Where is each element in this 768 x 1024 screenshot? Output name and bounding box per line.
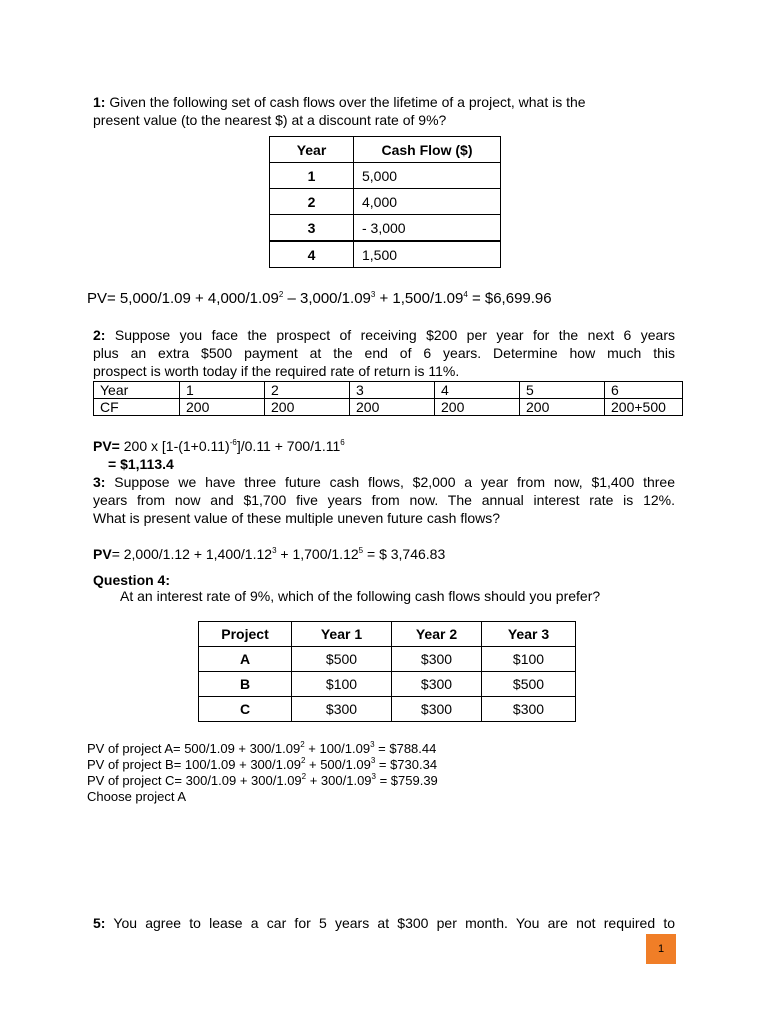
table-cell: $500 bbox=[482, 672, 576, 697]
q2-result bbox=[108, 455, 174, 473]
answer-part: = $788.44 bbox=[374, 741, 437, 756]
table-cell: 200 bbox=[350, 399, 435, 416]
q5-text-1: You agree to lease a car for 5 years at $300 per month. You are not required to bbox=[113, 915, 675, 931]
table-header-cell: Cash Flow ($) bbox=[354, 137, 501, 163]
q1-line-2 bbox=[93, 111, 446, 129]
q1-answer-part: – 3,000/1.09 bbox=[283, 290, 371, 307]
table-cell: 4 bbox=[435, 382, 520, 399]
q2-text-1: Suppose you face the prospect of receiving $200 per year for the next 6 years bbox=[114, 327, 676, 343]
q1-answer-part: = $6,699.96 bbox=[467, 290, 552, 307]
q1-text-2: present value (to the nearest $) at a discount rate of 9%? bbox=[93, 112, 447, 128]
table-cell: 5 bbox=[520, 382, 605, 399]
table-header-cell: Year 1 bbox=[292, 622, 392, 647]
q1-answer-part: PV= 5,000/1.09 + 4,000/1.09 bbox=[87, 290, 279, 307]
q3-text-2: years from now and $1,700 five years from now. The annual interest rate is 12%. bbox=[93, 492, 675, 508]
q3-answer bbox=[93, 545, 445, 563]
table-header-row bbox=[199, 622, 576, 647]
table-cell: 3 bbox=[270, 215, 354, 242]
table-header-cell: Year bbox=[270, 137, 354, 163]
table-cell: 200 bbox=[265, 399, 350, 416]
q2-answer bbox=[93, 437, 345, 455]
exponent: 3 bbox=[370, 740, 375, 749]
q4-answers bbox=[87, 741, 438, 805]
table-cell: 5,000 bbox=[354, 163, 501, 189]
table-cell: $300 bbox=[392, 647, 482, 672]
q3-text-3: What is present value of these multiple uneven future cash flows? bbox=[93, 510, 500, 526]
table-row bbox=[94, 382, 683, 399]
table-cell: 4 bbox=[270, 241, 354, 268]
exponent: -6 bbox=[229, 438, 237, 447]
table-cell: $100 bbox=[482, 647, 576, 672]
table-header-row bbox=[270, 137, 501, 163]
table-cell: 1 bbox=[270, 163, 354, 189]
exponent: 2 bbox=[301, 772, 307, 781]
table-cell: B bbox=[199, 672, 292, 697]
table-cell: $500 bbox=[292, 647, 392, 672]
table-cell: 2 bbox=[265, 382, 350, 399]
table-cell: 200+500 bbox=[605, 399, 683, 416]
exponent: 2 bbox=[300, 740, 305, 749]
table-row bbox=[270, 163, 501, 189]
q1-answer bbox=[87, 290, 552, 308]
exponent: 2 bbox=[300, 756, 306, 765]
table-row bbox=[199, 647, 576, 672]
q2-table bbox=[93, 381, 683, 416]
q4-answer-a bbox=[87, 741, 438, 757]
exponent: 3 bbox=[370, 756, 376, 765]
answer-part: = $759.39 bbox=[375, 773, 438, 788]
q3-answer-part: = 2,000/1.12 + 1,400/1.12 bbox=[111, 546, 273, 562]
answer-part: + 300/1.09 bbox=[306, 773, 372, 788]
exponent: 3 bbox=[371, 772, 376, 781]
table-cell: 4,000 bbox=[354, 189, 501, 215]
q1-answer-part: + 1,500/1.09 bbox=[375, 290, 464, 307]
table-row bbox=[270, 215, 501, 242]
table-cell: $100 bbox=[292, 672, 392, 697]
q5-line-1 bbox=[93, 914, 675, 932]
q2-result-value: = $1,113.4 bbox=[108, 456, 174, 472]
table-header-cell: Year 2 bbox=[392, 622, 482, 647]
table-header-cell: Project bbox=[199, 622, 292, 647]
table-cell: CF bbox=[94, 399, 180, 416]
table-row bbox=[270, 189, 501, 215]
table-cell: 1,500 bbox=[354, 241, 501, 268]
table-cell: 3 bbox=[350, 382, 435, 399]
table-header-cell: Year 3 bbox=[482, 622, 576, 647]
q4-title-text: Question 4: bbox=[93, 572, 171, 588]
q2-line-1 bbox=[93, 326, 675, 344]
q1-number: 1: bbox=[93, 94, 106, 110]
exponent: 4 bbox=[463, 290, 468, 299]
q3-number: 3: bbox=[93, 474, 106, 490]
q4-answer-c bbox=[87, 773, 438, 789]
table-cell: 200 bbox=[180, 399, 265, 416]
exponent: 5 bbox=[358, 546, 364, 555]
exponent: 2 bbox=[278, 290, 284, 299]
table-row bbox=[270, 241, 501, 268]
table-row bbox=[94, 399, 683, 416]
q3-line-2 bbox=[93, 491, 675, 509]
table-cell: $300 bbox=[392, 697, 482, 722]
answer-part: PV of project A= 500/1.09 + 300/1.09 bbox=[87, 741, 301, 756]
q3-text-1: Suppose we have three future cash flows, $2,000 a year from now, $1,400 three bbox=[114, 474, 675, 490]
pv-label: PV= bbox=[93, 438, 120, 454]
table-cell: A bbox=[199, 647, 292, 672]
q1-line-1 bbox=[93, 93, 586, 111]
answer-part: + 500/1.09 bbox=[305, 757, 371, 772]
q3-line-1 bbox=[93, 473, 675, 491]
q2-line-3 bbox=[93, 362, 459, 380]
answer-part: PV of project C= 300/1.09 + 300/1.09 bbox=[87, 773, 302, 788]
exponent: 6 bbox=[340, 438, 345, 447]
table-cell: - 3,000 bbox=[354, 215, 501, 242]
table-cell: 6 bbox=[605, 382, 683, 399]
q2-answer-part: ]/0.11 + 700/1.11 bbox=[236, 438, 341, 454]
page-number-badge: 1 bbox=[646, 934, 676, 964]
table-row bbox=[199, 672, 576, 697]
table-cell: 200 bbox=[520, 399, 605, 416]
q5-number: 5: bbox=[93, 915, 106, 931]
q2-answer-part: 200 x [1-(1+0.11) bbox=[119, 438, 230, 454]
table-cell: Year bbox=[94, 382, 180, 399]
q1-text-1: Given the following set of cash flows over the lifetime of a project, what is the bbox=[109, 94, 586, 110]
answer-part: + 100/1.09 bbox=[304, 741, 371, 756]
q4-text-1: At an interest rate of 9%, which of the following cash flows should you prefer? bbox=[120, 588, 601, 604]
table-cell: 1 bbox=[180, 382, 265, 399]
table-cell: $300 bbox=[392, 672, 482, 697]
table-cell: $300 bbox=[482, 697, 576, 722]
q1-table bbox=[269, 136, 501, 268]
q3-answer-part: = $ 3,746.83 bbox=[363, 546, 446, 562]
answer-part: PV of project B= 100/1.09 + 300/1.09 bbox=[87, 757, 301, 772]
q3-answer-part: + 1,700/1.12 bbox=[276, 546, 359, 562]
q4-line-1 bbox=[120, 587, 600, 605]
q4-table bbox=[198, 621, 576, 722]
q2-text-3: prospect is worth today if the required rate of return is 11%. bbox=[93, 363, 460, 379]
answer-part: = $730.34 bbox=[375, 757, 438, 772]
q4-choice: Choose project A bbox=[87, 789, 187, 804]
table-cell: C bbox=[199, 697, 292, 722]
q2-text-2: plus an extra $500 payment at the end of 6 years. Determine how much this bbox=[93, 345, 675, 361]
pv-label: PV bbox=[93, 546, 112, 562]
q2-line-2 bbox=[93, 344, 675, 362]
q4-answer-b bbox=[87, 757, 438, 773]
table-cell: 200 bbox=[435, 399, 520, 416]
table-cell: $300 bbox=[292, 697, 392, 722]
exponent: 3 bbox=[370, 290, 376, 299]
table-cell: 2 bbox=[270, 189, 354, 215]
table-row bbox=[199, 697, 576, 722]
q3-line-3 bbox=[93, 509, 500, 527]
q2-number: 2: bbox=[93, 327, 106, 343]
exponent: 3 bbox=[272, 546, 277, 555]
